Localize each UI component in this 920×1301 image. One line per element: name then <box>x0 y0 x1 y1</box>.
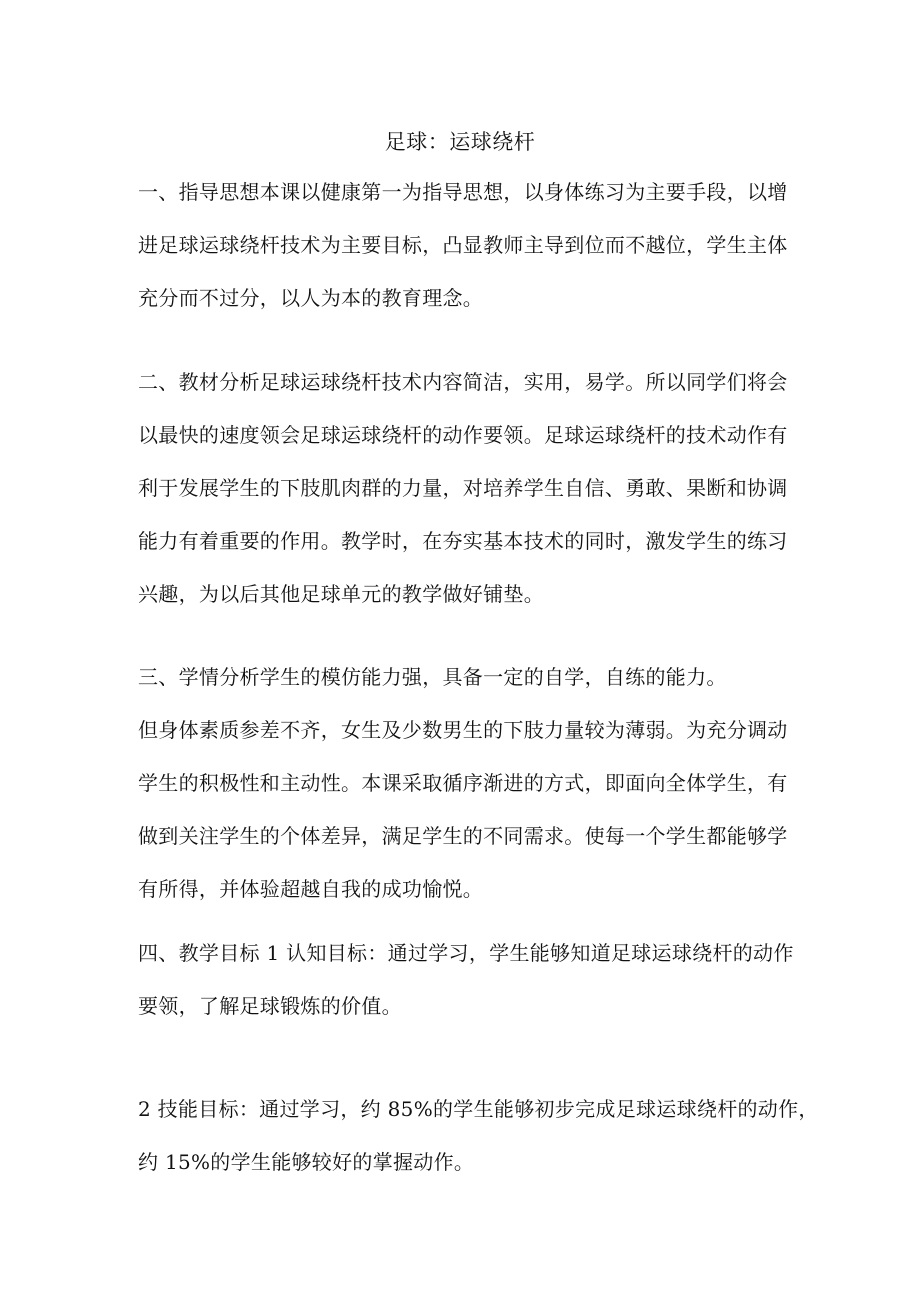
text-line: 但身体素质参差不齐，女生及少数男生的下肢力量较为薄弱。为充分调动 <box>138 718 788 742</box>
text-line: 利于发展学生的下肢肌肉群的力量，对培养学生自信、勇敢、果断和协调 <box>138 476 788 500</box>
text-line: 要领，了解足球锻炼的价值。 <box>138 994 402 1018</box>
text-line: 一、指导思想本课以健康第一为指导思想，以身体练习为主要手段，以增 <box>138 180 788 204</box>
text-line: 进足球运球绕杆技术为主要目标，凸显教师主导到位而不越位，学生主体 <box>138 233 788 257</box>
paragraph-guiding-ideology <box>138 166 788 325</box>
text-line: 做到关注学生的个体差异，满足学生的不同需求。使每一个学生都能够学 <box>138 824 788 848</box>
paragraph-material-analysis <box>138 356 788 621</box>
text-line: 约 15%的学生能够较好的掌握动作。 <box>138 1150 475 1174</box>
text-line: 有所得，并体验超越自我的成功愉悦。 <box>138 877 484 901</box>
paragraph-skill-objectives <box>138 1083 819 1189</box>
text-line: 充分而不过分，以人为本的教育理念。 <box>138 286 484 310</box>
text-line: 四、教学目标 1 认知目标：通过学习，学生能够知道足球运球绕杆的动作 <box>138 941 794 965</box>
text-line: 能力有着重要的作用。教学时，在夯实基本技术的同时，激发学生的练习 <box>138 529 788 553</box>
text-line: 2 技能目标：通过学习，约 85%的学生能够初步完成足球运球绕杆的动作， <box>138 1097 819 1121</box>
paragraph-student-analysis <box>138 651 788 916</box>
text-line: 学生的积极性和主动性。本课采取循序渐进的方式，即面向全体学生，有 <box>138 771 788 795</box>
text-line: 二、教材分析足球运球绕杆技术内容简洁，实用，易学。所以同学们将会 <box>138 370 788 394</box>
document-title: 足球：运球绕杆 <box>384 130 536 154</box>
text-line: 兴趣，为以后其他足球单元的教学做好铺垫。 <box>138 582 544 606</box>
paragraph-teaching-objectives <box>138 927 794 1033</box>
text-line: 三、学情分析学生的模仿能力强，具备一定的自学，自练的能力。 <box>138 665 727 689</box>
text-line: 以最快的速度领会足球运球绕杆的动作要领。足球运球绕杆的技术动作有 <box>138 423 788 447</box>
